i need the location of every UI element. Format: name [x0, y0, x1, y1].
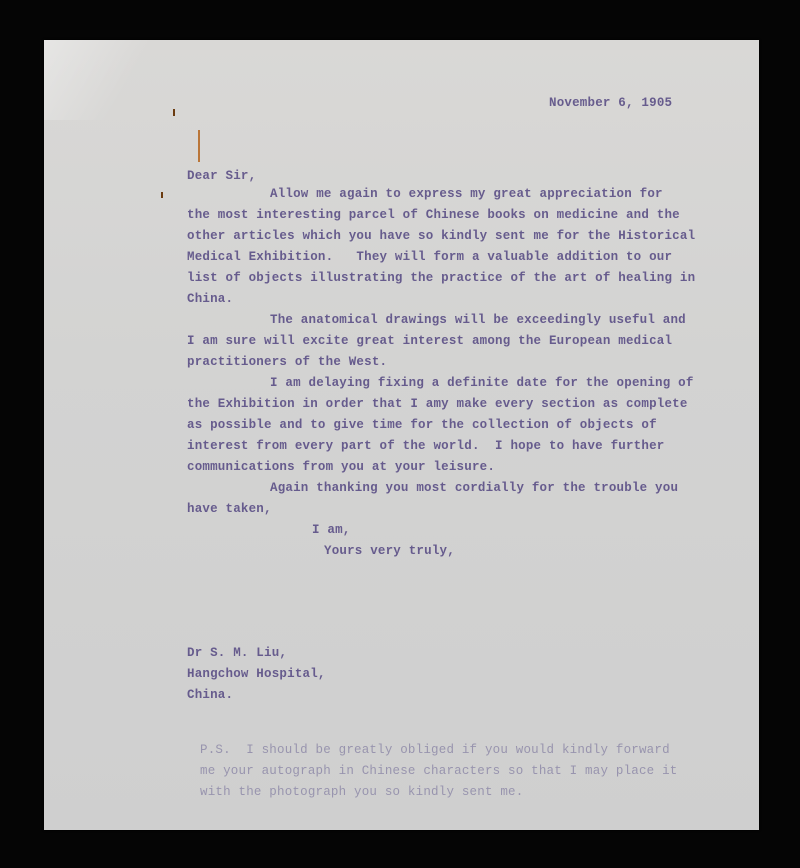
salutation: Dear Sir,	[187, 169, 257, 183]
ink-mark	[198, 130, 200, 162]
body-line: interest from every part of the world. I hope to have further	[187, 439, 665, 453]
body-line: list of objects illustrating the practice of the art of healing in	[187, 271, 696, 285]
postscript-line: with the photograph you so kindly sent me.	[200, 785, 524, 799]
body-line: practitioners of the West.	[187, 355, 388, 369]
recipient-line: China.	[187, 688, 234, 702]
ink-speck	[161, 192, 163, 198]
body-line: The anatomical drawings will be exceedingly useful and	[270, 313, 686, 327]
letter-date: November 6, 1905	[549, 96, 673, 110]
closing-line: I am,	[312, 523, 351, 537]
body-line: the most interesting parcel of Chinese books on medicine and the	[187, 208, 680, 222]
body-line: I am delaying fixing a definite date for the opening of	[270, 376, 694, 390]
body-line: China.	[187, 292, 234, 306]
postscript-line: me your autograph in Chinese characters so that I may place it	[200, 764, 678, 778]
paper-fold	[44, 40, 154, 120]
body-line: Again thanking you most cordially for the trouble you	[270, 481, 679, 495]
ink-speck	[173, 109, 175, 116]
recipient-line: Dr S. M. Liu,	[187, 646, 288, 660]
body-line: as possible and to give time for the collection of objects of	[187, 418, 657, 432]
body-line: communications from you at your leisure.	[187, 460, 496, 474]
body-line: Allow me again to express my great appreciation for	[270, 187, 663, 201]
body-line: I am sure will excite great interest among the European medical	[187, 334, 673, 348]
letter-page	[44, 40, 759, 830]
body-line: have taken,	[187, 502, 272, 516]
postscript-line: P.S. I should be greatly obliged if you would kindly forward	[200, 743, 670, 757]
closing-line: Yours very truly,	[324, 544, 455, 558]
body-line: the Exhibition in order that I amy make every section as complete	[187, 397, 688, 411]
body-line: other articles which you have so kindly sent me for the Historical	[187, 229, 696, 243]
recipient-line: Hangchow Hospital,	[187, 667, 326, 681]
body-line: Medical Exhibition. They will form a valuable addition to our	[187, 250, 673, 264]
